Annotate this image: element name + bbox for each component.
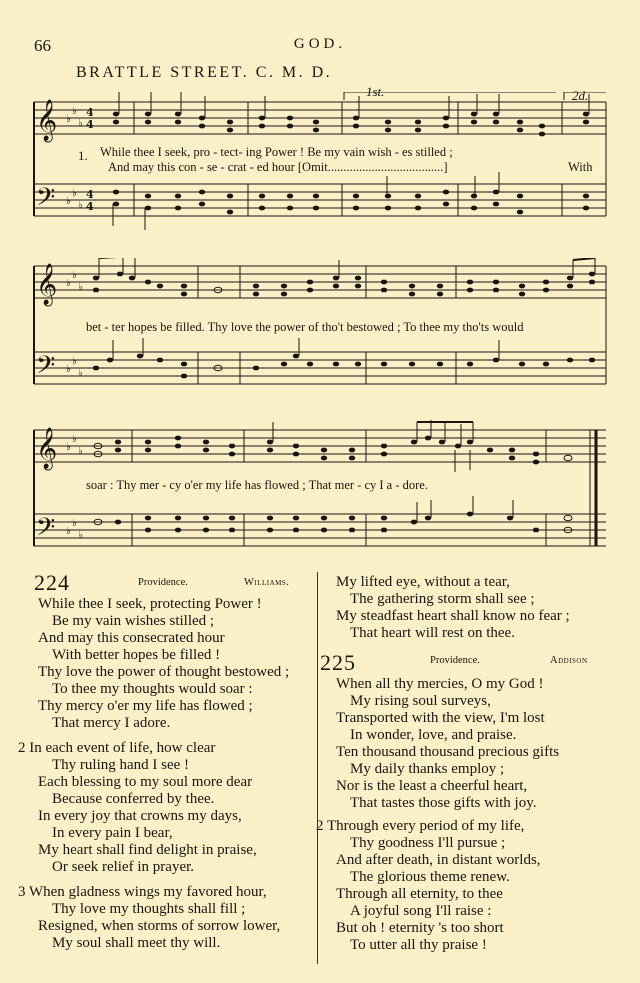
svg-text:♭: ♭	[66, 196, 71, 207]
svg-text:♭: ♭	[66, 442, 71, 453]
svg-text:♭: ♭	[78, 530, 83, 541]
hymn-number: 225	[320, 650, 356, 675]
svg-text:♭: ♭	[66, 114, 71, 125]
verse-line: Ten thousand thousand precious gifts	[336, 744, 560, 760]
verse-line: In wonder, love, and praise.	[350, 727, 517, 743]
svg-text:4: 4	[86, 118, 94, 131]
verse-line: Through all eternity, to thee	[336, 886, 503, 902]
verse-line: Thy ruling hand I see !	[52, 757, 190, 773]
hymn-tune-name: Providence.	[430, 655, 480, 666]
svg-text:♭: ♭	[78, 446, 83, 457]
lyric-system3: soar : Thy mer - cy o'er my life has flowed ; That mer - cy I a - dore.	[86, 478, 428, 492]
verse-line: 3 When gladness wings my favored hour,	[18, 884, 267, 900]
svg-text:♭: ♭	[72, 356, 77, 367]
verse-line: 2 In each event of life, how clear	[18, 740, 216, 756]
svg-text:♭: ♭	[72, 106, 77, 117]
verse-line: While thee I seek, protecting Power !	[38, 596, 262, 612]
first-ending-label: 1st.	[366, 84, 385, 99]
svg-text:♭: ♭	[66, 278, 71, 289]
tune-title: BRATTLE STREET. C. M. D.	[76, 64, 333, 81]
verse-line: Thy love the power of thought bestowed ;	[38, 664, 290, 680]
verse-line: Be my vain wishes stilled ;	[52, 613, 215, 629]
svg-text:♭: ♭	[66, 526, 71, 537]
verse-line: Or seek relief in prayer.	[52, 859, 195, 875]
verse-line: That tastes those gifts with joy.	[350, 795, 537, 811]
lyric-system1-with: With	[568, 160, 593, 174]
verse-line: That mercy I adore.	[52, 715, 171, 731]
svg-text:♭: ♭	[72, 188, 77, 199]
verse-line: But oh ! eternity 's too short	[336, 920, 504, 936]
svg-text:♭: ♭	[78, 282, 83, 293]
verse-line: In every joy that crowns my days,	[38, 808, 242, 824]
verse-line: Thy love my thoughts shall fill ;	[52, 901, 246, 917]
svg-text:𝄞: 𝄞	[36, 100, 58, 141]
verse-line: The gathering storm shall see ;	[350, 591, 535, 607]
verse-line: The glorious theme renew.	[350, 869, 510, 885]
verse-line: Resigned, when storms of sorrow lower,	[38, 918, 281, 934]
svg-text:𝄢: 𝄢	[36, 513, 56, 548]
svg-text:♭: ♭	[66, 364, 71, 375]
svg-text:4: 4	[86, 188, 94, 201]
hymn-tune-name: Providence.	[138, 577, 188, 588]
verse-line: With better hopes be filled !	[52, 647, 221, 663]
running-title: GOD.	[293, 36, 347, 52]
lyric-system2: bet - ter hopes be filled. Thy love the power of tho't bestowed ; To thee my tho'ts would	[86, 320, 524, 334]
verse-line: A joyful song I'll raise :	[350, 903, 492, 919]
svg-text:♭: ♭	[78, 118, 83, 129]
column-divider	[317, 572, 318, 964]
verse-line: Thy goodness I'll pursue ;	[350, 835, 506, 851]
verse-line: My heart shall find delight in praise,	[38, 842, 257, 858]
svg-text:♭: ♭	[78, 368, 83, 379]
verse-line: Nor is the least a cheerful heart,	[336, 778, 528, 794]
second-ending-label: 2d.	[572, 88, 589, 103]
verse-line: My soul shall meet thy will.	[52, 935, 221, 951]
verse-line: That heart will rest on thee.	[350, 625, 515, 641]
lyric-system1-line2: And may this con - se - crat - ed hour [Omit.....................................]	[108, 160, 448, 174]
verse-line: 2 Through every period of my life,	[316, 818, 525, 834]
svg-text:𝄞: 𝄞	[36, 264, 58, 305]
hymn-author: Williams.	[244, 577, 290, 588]
verse-line: Transported with the view, I'm lost	[336, 710, 545, 726]
verse-line: My rising soul surveys,	[350, 693, 491, 709]
verse-line: In every pain I bear,	[52, 825, 173, 841]
verse-line: To thee my thoughts would soar :	[52, 681, 253, 697]
verse-line: Thy mercy o'er my life has flowed ;	[38, 698, 253, 714]
hymn-number: 224	[34, 570, 70, 595]
verse-line: When all thy mercies, O my God !	[336, 676, 544, 692]
verse-line: Each blessing to my soul more dear	[38, 774, 253, 790]
verse-line: And may this consecrated hour	[38, 630, 225, 646]
page-number: 66	[34, 36, 51, 55]
verse-line: To utter all thy praise !	[350, 937, 487, 953]
verse-line: My daily thanks employ ;	[350, 761, 505, 777]
svg-text:𝄢: 𝄢	[36, 183, 56, 218]
svg-text:♭: ♭	[72, 518, 77, 529]
verse-line: My steadfast heart shall know no fear ;	[336, 608, 570, 624]
svg-text:4: 4	[86, 106, 94, 119]
svg-text:♭: ♭	[72, 270, 77, 281]
svg-text:𝄢: 𝄢	[36, 351, 56, 386]
lyric-system1-line1: While thee I seek, pro - tect- ing Power ! Be my vain wish - es stilled ;	[100, 145, 453, 159]
verse-line: My lifted eye, without a tear,	[336, 574, 510, 590]
hymn-author: Addison	[550, 655, 588, 666]
svg-text:4: 4	[86, 200, 94, 213]
svg-text:♭: ♭	[78, 200, 83, 211]
svg-text:♭: ♭	[72, 434, 77, 445]
verse-line: Because conferred by thee.	[52, 791, 215, 807]
stanza-number: 1.	[78, 148, 88, 163]
svg-text:𝄞: 𝄞	[36, 428, 58, 469]
verse-line: And after death, in distant worlds,	[336, 852, 541, 868]
